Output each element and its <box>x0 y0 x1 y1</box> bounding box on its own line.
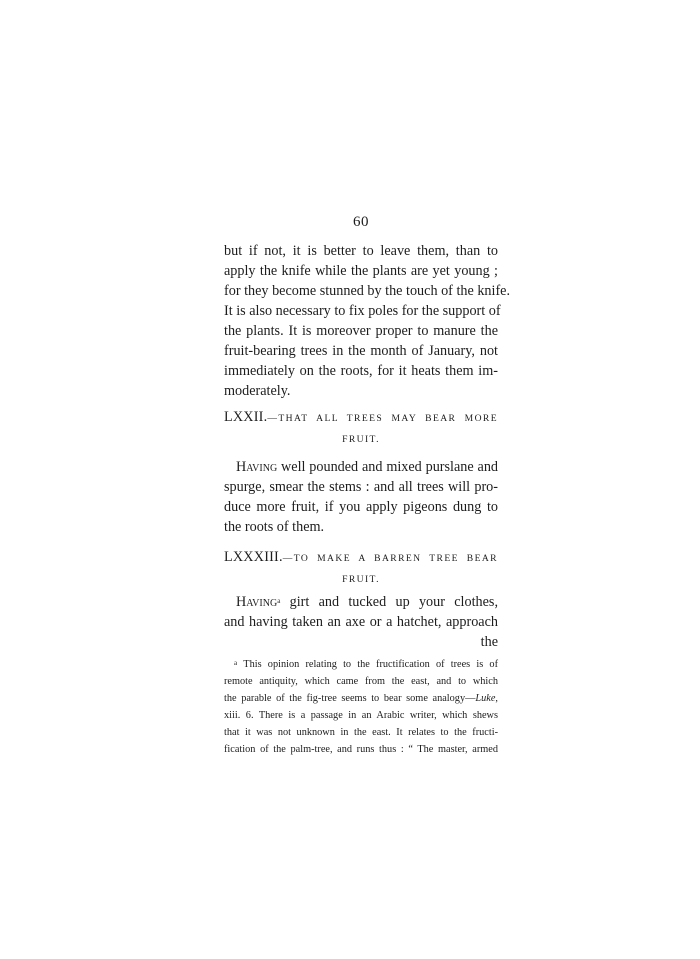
section-title-line: FRUIT. <box>342 574 380 585</box>
catchword: the <box>480 634 498 650</box>
text-line: moderately. <box>224 383 291 399</box>
text-line: immediately on the roots, for it heats them im- <box>224 363 498 379</box>
text-line: It is also necessary to fix poles for the support of <box>224 303 501 319</box>
section-72-paragraph <box>224 457 498 537</box>
section-number: LXXXIII. <box>224 549 283 565</box>
footnote-citation: Luke <box>475 693 496 704</box>
text-line: well pounded and mixed purslane and <box>281 459 499 475</box>
text-line: apply the knife while the plants are yet young ; <box>224 263 498 279</box>
text-line: and having taken an axe or a hatchet, approach <box>224 614 498 630</box>
opening-paragraph <box>224 241 511 401</box>
footnote-mark: a <box>277 597 281 605</box>
section-heading-72 <box>224 409 498 445</box>
section-title-line: FRUIT. <box>342 434 380 445</box>
footnote <box>224 656 498 758</box>
footnote-line: remote antiquity, which came from the east, and to which <box>224 676 498 687</box>
text-line: duce more fruit, if you apply pigeons dung to <box>224 499 498 515</box>
footnote-line: xiii. 6. There is a passage in an Arabic writer, which shews <box>224 710 498 721</box>
lead-word <box>236 459 277 475</box>
section-73-paragraph <box>224 592 498 652</box>
text-line: the roots of them. <box>224 519 325 535</box>
lead-word <box>236 594 280 610</box>
text-line: spurge, smear the stems : and all trees will pro- <box>224 479 498 495</box>
section-heading-73 <box>224 549 498 585</box>
text-line: for they become stunned by the touch of the knife. <box>224 283 511 299</box>
section-title-line: —THAT ALL TREES MAY BEAR MORE <box>267 413 498 424</box>
text-line: the plants. It is moreover proper to manure the <box>224 323 498 339</box>
footnote-line: fication of the palm-tree, and runs thus : “ The master, armed <box>224 744 498 755</box>
text-line: girt and tucked up your clothes, <box>289 594 498 610</box>
footnote-mark: a <box>234 659 238 667</box>
page-number: 60 <box>353 214 369 230</box>
footnote-line: the parable of the fig-tree seems to bear some analogy— <box>224 693 476 704</box>
section-title-line: —TO MAKE A BARREN TREE BEAR <box>282 553 498 564</box>
lead-word-text: Having <box>236 594 278 610</box>
footnote-line: This opinion relating to the fructification of trees is of <box>243 659 498 670</box>
text-line: but if not, it is better to leave them, than to <box>224 243 498 259</box>
text-line: fruit-bearing trees in the month of January, not <box>224 343 498 359</box>
lead-word-text: Having <box>236 459 278 475</box>
footnote-line: that it was not unknown in the east. It relates to the fructi- <box>224 727 498 738</box>
section-number: LXXII. <box>224 409 268 425</box>
footnote-citation-suffix: , <box>495 693 498 704</box>
